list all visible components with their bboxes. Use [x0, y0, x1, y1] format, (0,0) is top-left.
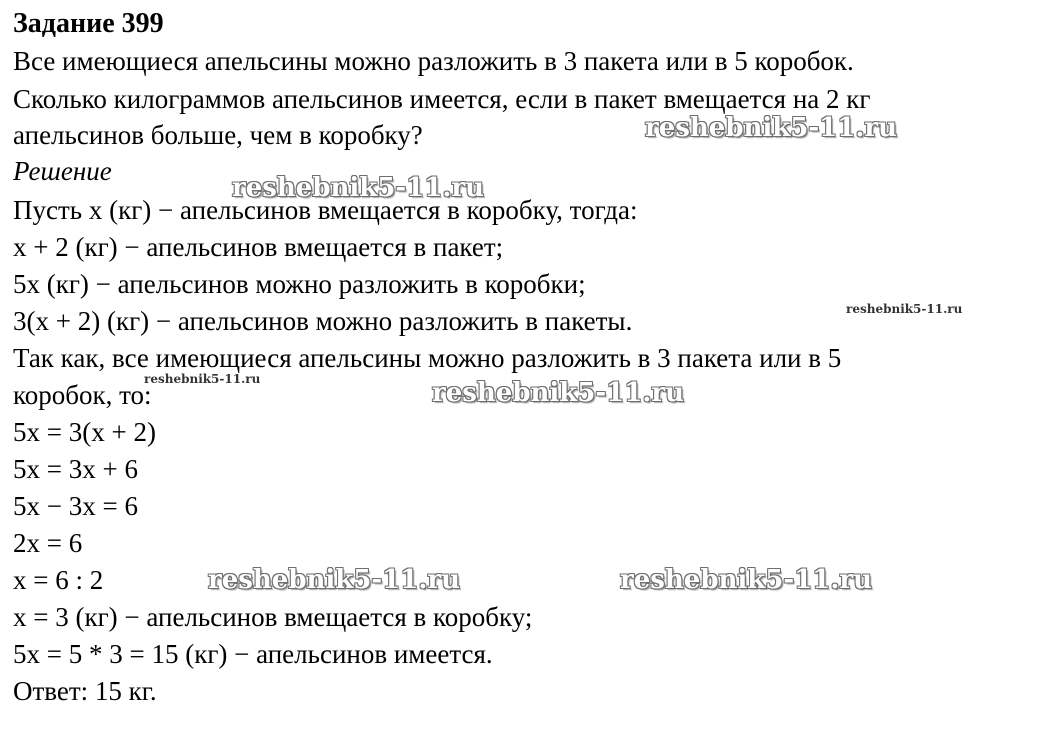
equation-line-4: 2x = 6 [13, 528, 83, 558]
solution-line-1: Пусть x (кг) − апельсинов вмещается в коробку, тогда: [13, 195, 638, 225]
watermark: reshebnik5-11.ru [620, 565, 873, 595]
equation-line-1: 5x = 3(x + 2) [13, 417, 156, 447]
answer-line: Ответ: 15 кг. [13, 676, 157, 706]
solution-heading: Решение [13, 156, 112, 186]
watermark: reshebnik5-11.ru [846, 302, 963, 316]
equation-line-2: 5x = 3x + 6 [13, 454, 138, 484]
equation-line-5: x = 6 : 2 [13, 565, 104, 595]
solution-line-2: x + 2 (кг) − апельсинов вмещается в пакет; [13, 232, 504, 262]
condition-line-1: Все имеющиеся апельсины можно разложить в 3 пакета или в 5 коробок. [13, 46, 854, 76]
condition-line-3: апельсинов больше, чем в коробку? [13, 120, 423, 150]
solution-line-4: 3(x + 2) (кг) − апельсинов можно разложить в пакеты. [13, 306, 633, 336]
result-line-1: x = 3 (кг) − апельсинов вмещается в коробку; [13, 602, 533, 632]
watermark: reshebnik5-11.ru [144, 372, 261, 386]
solution-line-6: коробок, то: [13, 380, 152, 410]
watermark: reshebnik5-11.ru [645, 113, 898, 143]
watermark: reshebnik5-11.ru [208, 565, 461, 595]
result-line-2: 5x = 5 * 3 = 15 (кг) − апельсинов имеется. [13, 639, 493, 669]
watermark: reshebnik5-11.ru [232, 173, 485, 203]
equation-line-3: 5x − 3x = 6 [13, 491, 138, 521]
task-title: Задание 399 [13, 8, 164, 39]
solution-line-5: Так как, все имеющиеся апельсины можно разложить в 3 пакета или в 5 [13, 343, 842, 373]
condition-line-2: Сколько килограммов апельсинов имеется, если в пакет вмещается на 2 кг [13, 84, 871, 114]
watermark: reshebnik5-11.ru [432, 378, 685, 408]
solution-line-3: 5x (кг) − апельсинов можно разложить в коробки; [13, 269, 586, 299]
